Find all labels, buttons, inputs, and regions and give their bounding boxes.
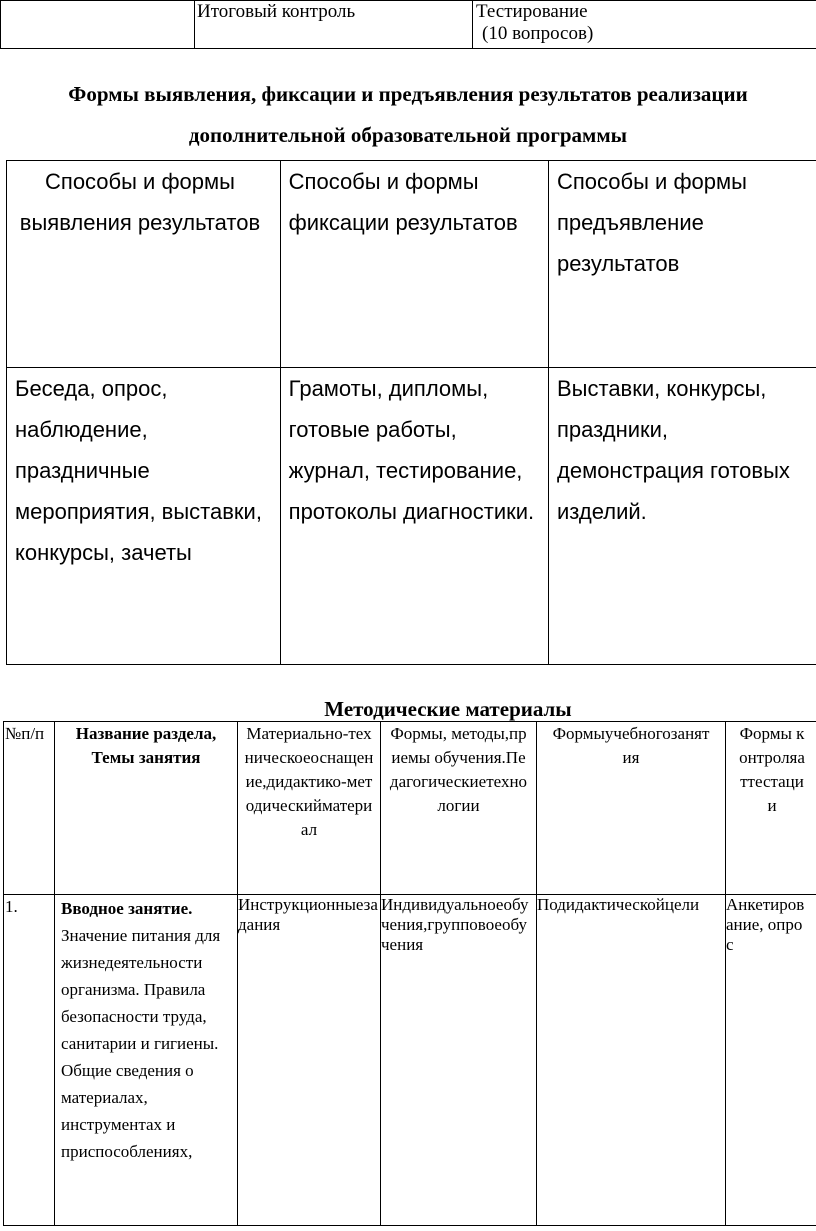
cell-title bbox=[55, 895, 238, 1226]
cell-detection bbox=[7, 368, 281, 665]
cell-title-wrap bbox=[55, 895, 237, 1165]
cell-detection-text: Беседа, опрос, наблюдение, праздничные мероприятия, выставки, конкурсы, зачеты bbox=[15, 376, 262, 565]
cell-presentation-text: Выставки, конкурсы, праздники, демонстрация готовых изделий. bbox=[557, 376, 790, 524]
table-cell-empty bbox=[1, 1, 195, 49]
cell-number bbox=[4, 895, 55, 1226]
header-materials bbox=[238, 722, 381, 895]
header-lesson-forms-text: Формыучебногозанятия bbox=[552, 724, 710, 767]
section-heading-line1: Формы выявления, фиксации и предъявления результатов реализации bbox=[68, 82, 748, 106]
cell-forms bbox=[381, 895, 537, 1226]
cell-lesson-forms bbox=[537, 895, 726, 1226]
table-header-row bbox=[7, 161, 816, 368]
cell-title-bold: Вводное занятие. bbox=[61, 899, 193, 918]
cell-materials-text: Инструкционныезадания bbox=[238, 895, 378, 934]
cell-control bbox=[726, 895, 816, 1226]
methodical-materials-table bbox=[3, 721, 816, 1226]
cell-fixation-text: Грамоты, дипломы, готовые работы, журнал, тестирование, протоколы диагностики. bbox=[288, 376, 535, 524]
header-title bbox=[55, 722, 238, 895]
header-number-text: №п/п bbox=[5, 724, 45, 743]
results-forms-table bbox=[6, 160, 816, 665]
cell-materials bbox=[238, 895, 381, 1226]
cell-lesson-forms-text: Подидактическойцели bbox=[537, 895, 700, 914]
header-control bbox=[726, 722, 816, 895]
header-title-text: Название раздела, Темы занятия bbox=[75, 724, 217, 767]
cell-number-text: 1. bbox=[5, 897, 18, 916]
header-number bbox=[4, 722, 55, 895]
methodical-materials-heading: Методические материалы bbox=[324, 697, 572, 721]
table-row bbox=[7, 368, 816, 665]
table-cell-control-form bbox=[473, 1, 816, 49]
control-form-line1: Тестирование bbox=[476, 1, 588, 22]
header-presentation bbox=[549, 161, 816, 368]
control-type-text: Итоговый контроль bbox=[197, 1, 356, 22]
header-presentation-text: Способы и формы предъявление результатов bbox=[557, 169, 747, 276]
header-fixation bbox=[280, 161, 548, 368]
final-control-table bbox=[0, 0, 816, 49]
table-header-row bbox=[4, 722, 816, 895]
header-detection-text: Способы и формы выявления результатов bbox=[19, 169, 261, 235]
header-forms-text: Формы, методы,приемы обучения.Педагогическиетехнологии bbox=[389, 724, 528, 815]
table-row bbox=[1, 1, 816, 49]
header-forms bbox=[381, 722, 537, 895]
cell-fixation bbox=[280, 368, 548, 665]
table-row bbox=[4, 895, 816, 1226]
header-materials-text: Материально-техническоеоснащение,дидактико-методическийматериал bbox=[244, 724, 374, 839]
cell-forms-text: Индивидуальноеобучения,групповоеобучения bbox=[381, 895, 529, 954]
header-control-text: Формы контроляаттестации bbox=[739, 724, 805, 815]
section-heading-line2: дополнительной образовательной программы bbox=[188, 123, 628, 147]
control-form-line2: (10 вопросов) bbox=[482, 23, 594, 44]
header-detection bbox=[7, 161, 281, 368]
header-fixation-text: Способы и формы фиксации результатов bbox=[288, 169, 518, 235]
header-lesson-forms bbox=[537, 722, 726, 895]
cell-title-rest: Значение питания для жизнедеятельности организма. Правила безопасности труда, санитарии и гигиены. Общие сведения о материалах, инструментах и приспособлениях, bbox=[61, 926, 221, 1161]
cell-presentation bbox=[549, 368, 816, 665]
cell-control-text: Анкетирование, опрос bbox=[726, 895, 805, 954]
table-cell-control-type bbox=[195, 1, 473, 49]
